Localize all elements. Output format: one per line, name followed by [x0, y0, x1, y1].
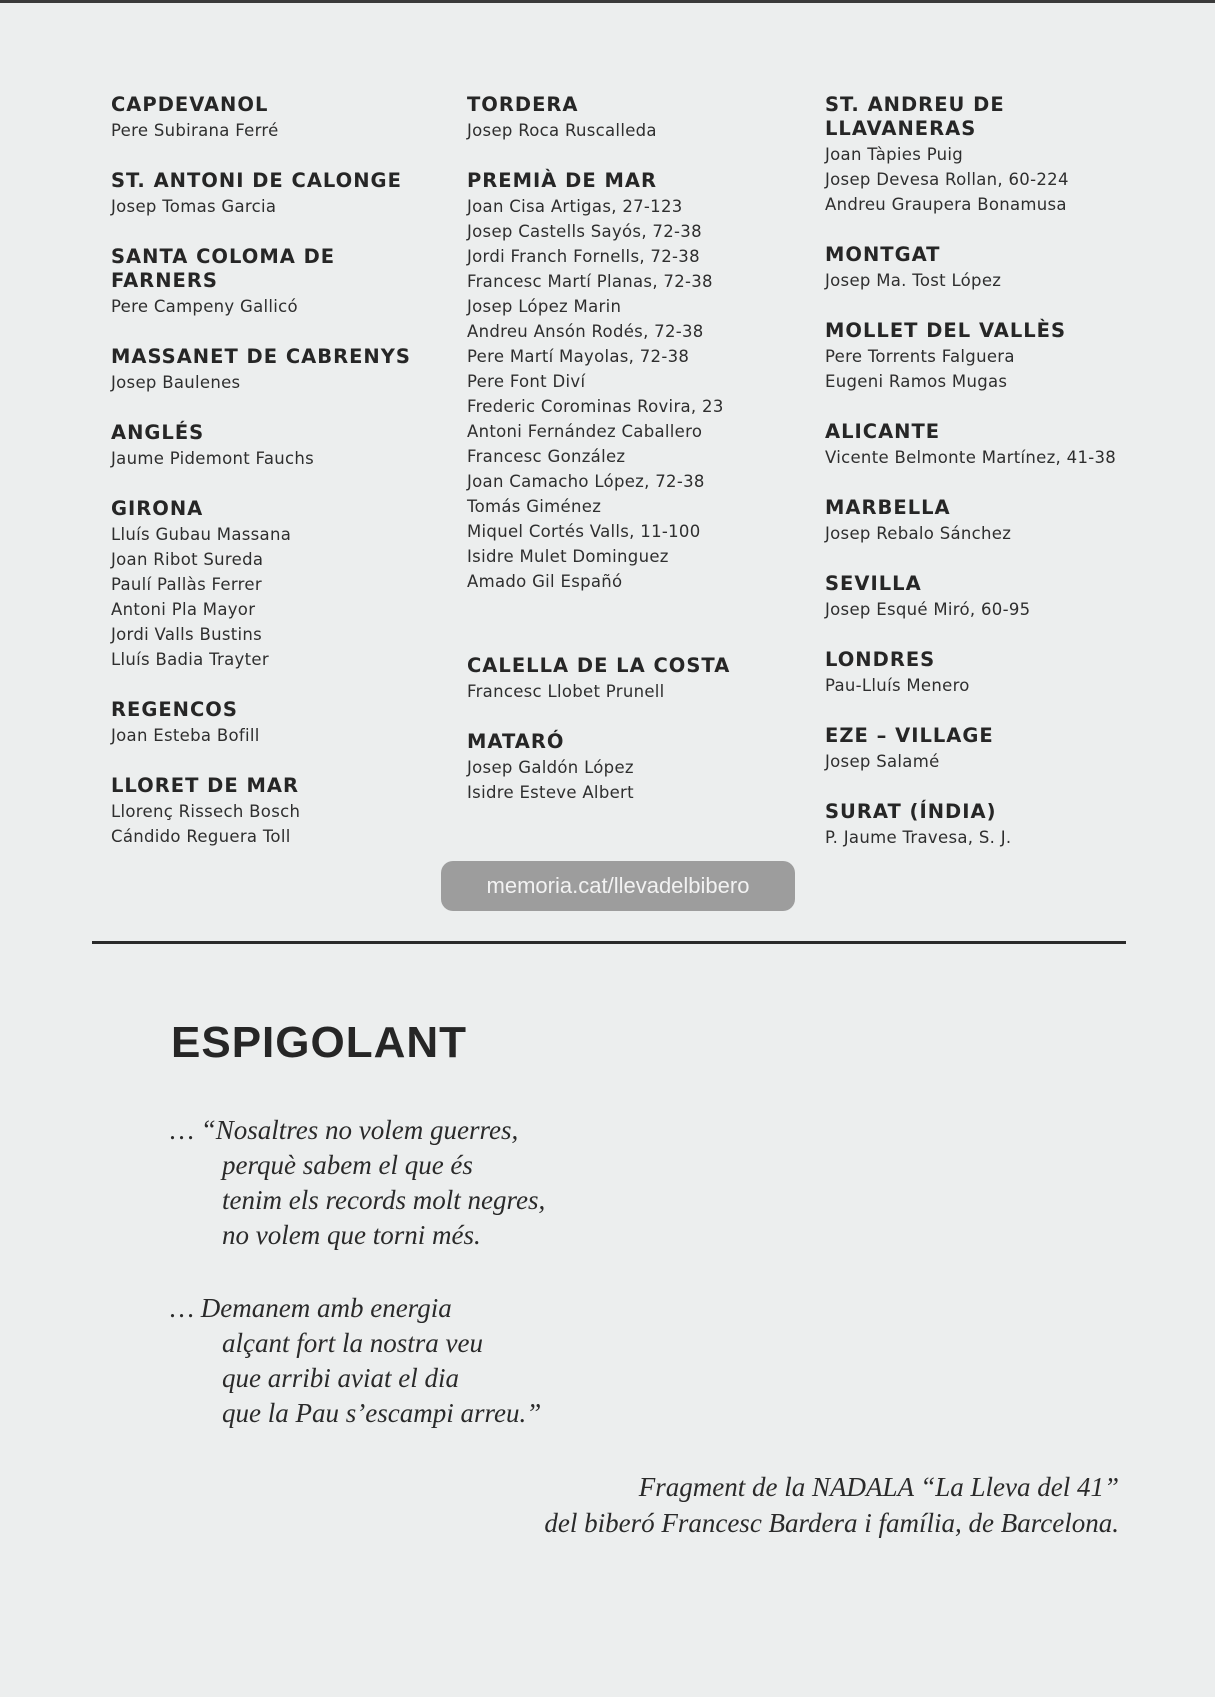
town-group: [467, 654, 797, 704]
person-name: Vicente Belmonte Martínez, 41-38: [825, 448, 1117, 467]
person-name: Antoni Fernández Caballero: [467, 422, 703, 441]
person-name: Paulí Pallàs Ferrer: [111, 575, 262, 594]
person-name: Pere Subirana Ferré: [111, 121, 279, 140]
verse-line: alçant fort la nostra veu: [222, 1328, 483, 1358]
person-name: Isidre Mulet Dominguez: [467, 547, 669, 566]
watermark-link[interactable]: memoria.cat/llevadelbibero: [441, 861, 795, 911]
town-group: [111, 245, 441, 319]
verse-line: que arribi aviat el dia: [222, 1363, 459, 1393]
person-name: Josep Galdón López: [467, 758, 634, 777]
town-group: [825, 572, 1155, 622]
verse-line: que la Pau s’escampi arreu.”: [222, 1398, 542, 1428]
town-heading: CAPDEVANOL: [111, 93, 269, 116]
person-name: Eugeni Ramos Mugas: [825, 372, 1008, 391]
town-group: [111, 497, 441, 672]
person-name: Llorenç Rissech Bosch: [111, 802, 301, 821]
person-name: Josep Tomas Garcia: [111, 197, 277, 216]
section-title: ESPIGOLANT: [171, 1018, 468, 1067]
town-heading: PREMIÀ DE MAR: [467, 169, 657, 192]
column-left: [111, 93, 441, 875]
person-name: Josep Rebalo Sánchez: [825, 524, 1012, 543]
column-right: [825, 93, 1155, 876]
town-heading: SURAT (ÍNDIA): [825, 800, 997, 823]
person-name: Francesc González: [467, 447, 626, 466]
town-group: [825, 800, 1155, 850]
person-name: Cándido Reguera Toll: [111, 827, 291, 846]
town-group: [467, 93, 797, 143]
town-group: [825, 496, 1155, 546]
town-heading: MARBELLA: [825, 496, 951, 519]
source-line: del biberó Francesc Bardera i família, de Barcelona.: [544, 1508, 1119, 1538]
person-name: Pau-Lluís Menero: [825, 676, 970, 695]
town-heading: ANGLÉS: [111, 421, 205, 444]
town-group: [825, 420, 1155, 470]
person-name: Joan Cisa Artigas, 27-123: [467, 197, 683, 216]
person-name: Josep López Marin: [467, 297, 622, 316]
town-heading: GIRONA: [111, 497, 204, 520]
section-divider: [92, 941, 1126, 944]
person-name: Joan Camacho López, 72-38: [467, 472, 705, 491]
town-group: [111, 421, 441, 471]
verse-line: … Demanem amb energia: [170, 1293, 452, 1323]
town-group: [111, 345, 441, 395]
person-name: Andreu Ansón Rodés, 72-38: [467, 322, 704, 341]
town-heading: ALICANTE: [825, 420, 941, 443]
town-heading: REGENCOS: [111, 698, 238, 721]
town-group: [111, 93, 441, 143]
person-name: Pere Torrents Falguera: [825, 347, 1015, 366]
verse-line: tenim els records molt negres,: [222, 1185, 546, 1215]
town-group: [825, 243, 1155, 293]
town-heading: LONDRES: [825, 648, 936, 671]
person-name: Josep Esqué Miró, 60-95: [825, 600, 1031, 619]
column-middle: [467, 93, 797, 831]
person-name: Lluís Gubau Massana: [111, 525, 292, 544]
person-name: Amado Gil Españó: [467, 572, 623, 591]
person-name: Pere Martí Mayolas, 72-38: [467, 347, 690, 366]
town-heading: MASSANET DE CABRENYS: [111, 345, 411, 368]
person-name: P. Jaume Travesa, S. J.: [825, 828, 1012, 847]
person-name: Josep Castells Sayós, 72-38: [467, 222, 702, 241]
town-group: [111, 169, 441, 219]
verse-stanza-2: [170, 1291, 770, 1431]
town-group: [111, 698, 441, 748]
town-heading: MATARÓ: [467, 730, 565, 753]
town-group: [825, 319, 1155, 394]
person-name: Lluís Badia Trayter: [111, 650, 269, 669]
person-name: Joan Tàpies Puig: [825, 145, 964, 164]
person-name: Josep Baulenes: [111, 373, 241, 392]
person-name: Jaume Pidemont Fauchs: [111, 449, 315, 468]
person-name: Tomás Giménez: [467, 497, 602, 516]
person-name: Frederic Corominas Rovira, 23: [467, 397, 724, 416]
person-name: Josep Devesa Rollan, 60-224: [825, 170, 1069, 189]
verse-source: [544, 1469, 1119, 1541]
town-heading: MOLLET DEL VALLÈS: [825, 319, 1067, 342]
person-name: Josep Roca Ruscalleda: [467, 121, 657, 140]
person-name: Francesc Martí Planas, 72-38: [467, 272, 713, 291]
town-heading: LLORET DE MAR: [111, 774, 299, 797]
person-name: Isidre Esteve Albert: [467, 783, 634, 802]
page-top-edge: [0, 0, 1215, 3]
town-group: [825, 648, 1155, 698]
town-heading: CALELLA DE LA COSTA: [467, 654, 731, 677]
verse-line: … “Nosaltres no volem guerres,: [170, 1115, 519, 1145]
person-name: Antoni Pla Mayor: [111, 600, 256, 619]
person-name: Pere Font Diví: [467, 372, 586, 391]
person-name: Josep Ma. Tost López: [825, 271, 1002, 290]
person-name: Jordi Franch Fornells, 72-38: [467, 247, 700, 266]
person-name: Pere Campeny Gallicó: [111, 297, 298, 316]
person-name: Joan Esteba Bofill: [111, 726, 260, 745]
town-heading: SANTA COLOMA DE FARNERS: [111, 245, 336, 292]
town-heading: MONTGAT: [825, 243, 941, 266]
town-group: [825, 93, 1155, 217]
town-group: [825, 724, 1155, 774]
person-name: Miquel Cortés Valls, 11-100: [467, 522, 701, 541]
town-heading: ST. ANDREU DE LLAVANERAS: [825, 93, 1005, 140]
person-name: Joan Ribot Sureda: [111, 550, 264, 569]
verse-stanza-1: [170, 1113, 770, 1253]
town-heading: TORDERA: [467, 93, 579, 116]
town-heading: SEVILLA: [825, 572, 922, 595]
town-heading: ST. ANTONI DE CALONGE: [111, 169, 402, 192]
verse-line: no volem que torni més.: [222, 1220, 481, 1250]
verse-line: perquè sabem el que és: [222, 1150, 473, 1180]
source-line: Fragment de la NADALA “La Lleva del 41”: [638, 1472, 1119, 1502]
town-group: [467, 730, 797, 805]
town-group: [467, 169, 797, 594]
person-name: Francesc Llobet Prunell: [467, 682, 665, 701]
person-name: Andreu Graupera Bonamusa: [825, 195, 1067, 214]
person-name: Jordi Valls Bustins: [111, 625, 263, 644]
town-heading: EZE – VILLAGE: [825, 724, 994, 747]
town-group: [111, 774, 441, 849]
person-name: Josep Salamé: [825, 752, 940, 771]
